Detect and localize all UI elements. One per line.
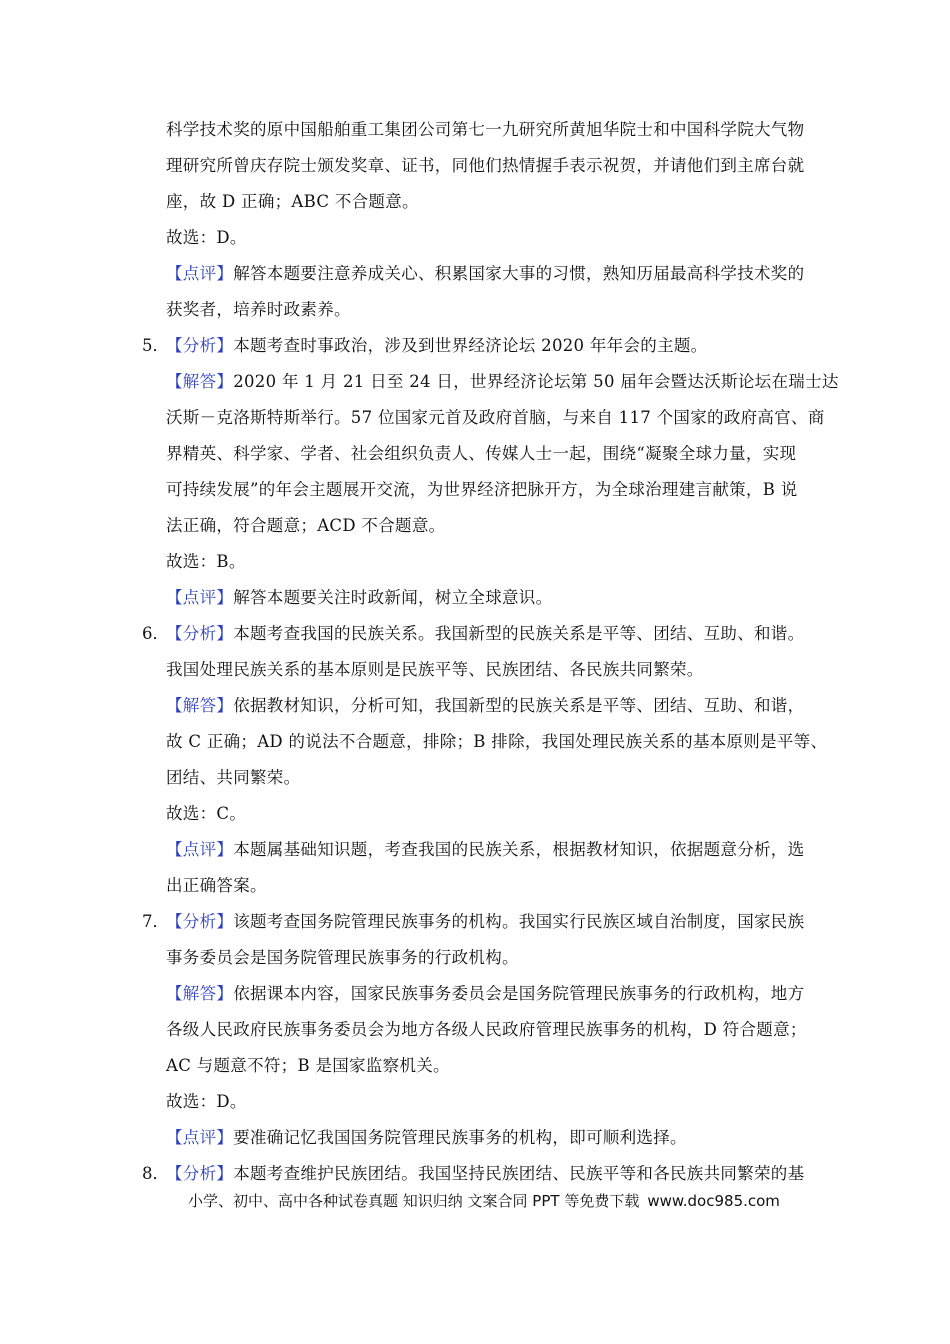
text-line — [166, 1020, 807, 1040]
text-line — [166, 120, 804, 140]
question-number: 6． — [142, 624, 169, 643]
text-line — [166, 912, 804, 932]
text-line — [166, 732, 827, 752]
text-line — [166, 228, 247, 248]
text-line — [166, 948, 519, 968]
text-line — [166, 300, 351, 320]
line-text: 故选：B。 — [166, 552, 246, 571]
text-line — [166, 552, 246, 572]
section-tag: 【分析】 — [166, 1164, 234, 1183]
section-tag: 【解答】 — [166, 696, 234, 715]
text-line — [166, 1128, 687, 1148]
line-text: 出正确答案。 — [166, 876, 267, 895]
section-tag: 【点评】 — [166, 588, 234, 607]
text-line — [166, 804, 246, 824]
line-text: 该题考查国务院管理民族事务的机构。我国实行民族区域自治制度，国家民族 — [233, 912, 805, 931]
text-line — [166, 408, 825, 428]
text-line — [166, 444, 796, 464]
section-tag: 【点评】 — [166, 264, 234, 283]
line-text: AC 与题意不符；B 是国家监察机关。 — [166, 1056, 450, 1075]
line-text: 依据课本内容，国家民族事务委员会是国务院管理民族事务的行政机构，地方 — [233, 984, 805, 1003]
text-line — [166, 624, 804, 644]
text-line — [166, 192, 419, 212]
question-number: 7． — [142, 912, 169, 931]
page-footer — [188, 1190, 780, 1211]
line-text: 界精英、科学家、学者、社会组织负责人、传媒人士一起，围绕“凝聚全球力量，实现 — [166, 444, 797, 463]
text-line — [166, 768, 300, 788]
line-text: 解答本题要注意养成关心、积累国家大事的习惯，熟知历届最高科学技术奖的 — [233, 264, 805, 283]
text-line — [166, 984, 804, 1004]
line-text: 本题属基础知识题，考查我国的民族关系，根据教材知识，依据题意分析，选 — [233, 840, 805, 859]
text-line — [166, 372, 839, 392]
line-text: 要准确记忆我国国务院管理民族事务的机构，即可顺利选择。 — [233, 1128, 687, 1147]
text-line — [166, 660, 704, 680]
line-text: 故 C 正确；AD 的说法不合题意，排除；B 排除，我国处理民族关系的基本原则是平等、 — [166, 732, 828, 751]
line-text: 各级人民政府民族事务委员会为地方各级人民政府管理民族事务的机构，D 符合题意； — [166, 1020, 807, 1039]
section-tag: 【点评】 — [166, 840, 234, 859]
line-text: 本题考查我国的民族关系。我国新型的民族关系是平等、团结、互助、和谐。 — [233, 624, 805, 643]
text-line — [166, 696, 804, 716]
section-tag: 【分析】 — [166, 624, 234, 643]
line-text: 可持续发展”的年会主题展开交流，为世界经济把脉开方，为全球治理建言献策，B 说 — [166, 480, 798, 499]
line-text: 获奖者，培养时政素养。 — [166, 300, 351, 319]
line-text: 2020 年 1 月 21 日至 24 日，世界经济论坛第 50 届年会暨达沃斯论坛在瑞士达 — [233, 372, 839, 391]
line-text: 事务委员会是国务院管理民族事务的行政机构。 — [166, 948, 519, 967]
line-text: 科学技术奖的原中国船舶重工集团公司第七一九研究所黄旭华院士和中国科学院大气物 — [166, 120, 805, 139]
text-line — [166, 1092, 247, 1112]
line-text: 法正确，符合题意；ACD 不合题意。 — [166, 516, 446, 535]
line-text: 理研究所曾庆存院士颁发奖章、证书，同他们热情握手表示祝贺，并请他们到主席台就 — [166, 156, 805, 175]
text-line — [166, 876, 267, 896]
line-text: 我国处理民族关系的基本原则是民族平等、民族团结、各民族共同繁荣。 — [166, 660, 704, 679]
section-tag: 【解答】 — [166, 372, 234, 391]
line-text: 沃斯－克洛斯特斯举行。57 位国家元首及政府首脑，与来自 117 个国家的政府高官、商 — [166, 408, 825, 427]
text-line — [166, 156, 804, 176]
section-tag: 【解答】 — [166, 984, 234, 1003]
line-text: 本题考查时事政治，涉及到世界经济论坛 2020 年年会的主题。 — [233, 336, 708, 355]
text-line — [166, 516, 445, 536]
text-line — [166, 1164, 804, 1184]
line-text: 故选：D。 — [166, 228, 247, 247]
line-text: 解答本题要关注时政新闻，树立全球意识。 — [233, 588, 553, 607]
line-text: 团结、共同繁荣。 — [166, 768, 301, 787]
footer-url[interactable]: www.doc985.com — [647, 1192, 780, 1210]
text-line — [166, 336, 707, 356]
question-number: 5． — [142, 336, 169, 355]
text-line — [166, 480, 798, 500]
line-text: 依据教材知识，分析可知，我国新型的民族关系是平等、团结、互助、和谐， — [233, 696, 805, 715]
text-line — [166, 264, 804, 284]
section-tag: 【分析】 — [166, 912, 234, 931]
text-line — [166, 840, 804, 860]
question-number: 8． — [142, 1164, 169, 1183]
section-tag: 【分析】 — [166, 336, 234, 355]
line-text: 故选：D。 — [166, 1092, 247, 1111]
line-text: 座，故 D 正确；ABC 不合题意。 — [166, 192, 419, 211]
section-tag: 【点评】 — [166, 1128, 234, 1147]
line-text: 本题考查维护民族团结。我国坚持民族团结、民族平等和各民族共同繁荣的基 — [233, 1164, 805, 1183]
text-line — [166, 588, 552, 608]
line-text: 故选：C。 — [166, 804, 247, 823]
footer-text: 小学、初中、高中各种试卷真题 知识归纳 文案合同 PPT 等免费下载 — [188, 1192, 640, 1210]
text-line — [166, 1056, 450, 1076]
